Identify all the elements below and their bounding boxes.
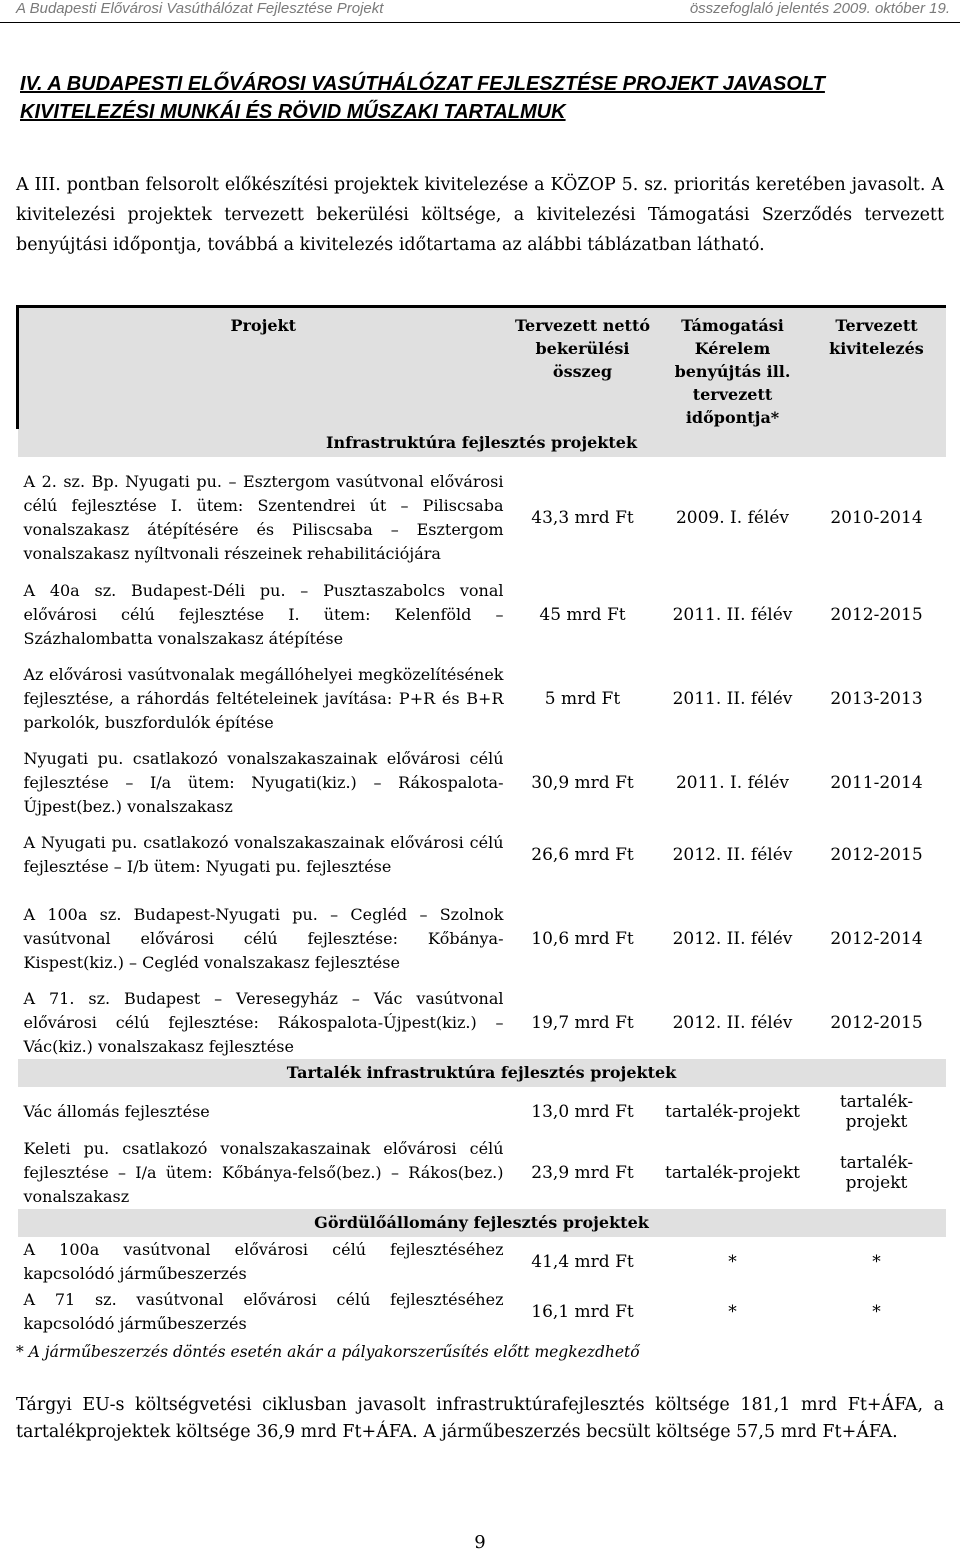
col-header-date: Támogatási Kérelem benyújtás ill. tervezett időpontja*: [658, 307, 808, 430]
project-cell: Nyugati pu. csatlakozó vonalszakaszainak elővárosi célú fejlesztése – I/a ütem: Nyugati(kiz.) – Rákospalota-Újpest(bez.) vonalszakasz: [23, 749, 504, 816]
table-row: [18, 987, 946, 1059]
col-header-project: Projekt: [18, 307, 508, 430]
date-cell: 2012. II. félév: [672, 929, 793, 949]
project-cell: A 40a sz. Budapest-Déli pu. – Pusztaszabolcs vonal elővárosi célú fejlesztése I. ütem: Kelenföld – Százhalombatta vonalszakasz átépítése: [23, 581, 504, 648]
cost-cell: 30,9 mrd Ft: [531, 773, 634, 793]
date-cell: *: [728, 1252, 737, 1272]
cost-cell: 45 mrd Ft: [539, 605, 626, 625]
date-cell: 2011. II. félév: [672, 689, 793, 709]
period-cell: 2012-2015: [830, 1013, 923, 1033]
cost-cell: 23,9 mrd Ft: [531, 1163, 634, 1183]
project-cell: Vác állomás fejlesztése: [23, 1102, 210, 1121]
table-row: [18, 747, 946, 819]
table-body: [18, 429, 946, 1337]
project-cell: A 100a vasútvonal elővárosi célú fejlesztéséhez kapcsolódó járműbeszerzés: [23, 1240, 504, 1283]
period-cell: 2011-2014: [830, 773, 923, 793]
cost-cell: 43,3 mrd Ft: [531, 508, 634, 528]
cost-cell: 13,0 mrd Ft: [531, 1102, 634, 1122]
project-cell: A Nyugati pu. csatlakozó vonalszakaszainak elővárosi célú fejlesztése – I/b ütem: Nyugati pu. fejlesztése: [23, 833, 504, 876]
intro-paragraph: A III. pontban felsorolt előkészítési projektek kivitelezése a KÖZOP 5. sz. prioritás keretében javasolt. A kivitelezési projektek tervezett bekerülési költsége, a kivitelezési Támogatási Szerződés tervezett benyújtási időpontja, továbbá a kivitelezés időtartama az alábbi táblázatban látható.: [16, 175, 944, 255]
project-table: [16, 305, 946, 1337]
project-cell: A 100a sz. Budapest-Nyugati pu. – Cegléd – Szolnok vasútvonal elővárosi célú fejlesztése: Kőbánya-Kispest(kiz.) – Cegléd vonalszakasz fejlesztése: [23, 905, 504, 972]
project-cell: A 71 sz. vasútvonal elővárosi célú fejlesztéséhez kapcsolódó járműbeszerzés: [23, 1290, 504, 1333]
period-cell: *: [872, 1252, 881, 1272]
table-row: [18, 651, 946, 747]
period-cell: tartalék-projekt: [839, 1092, 914, 1132]
period-cell: 2012-2015: [830, 605, 923, 625]
date-cell: *: [728, 1302, 737, 1322]
date-cell: 2012. II. félév: [672, 845, 793, 865]
header-report-date: összefoglaló jelentés 2009. október 19.: [689, 0, 950, 17]
page-number: 9: [474, 1532, 486, 1553]
period-cell: tartalék-projekt: [839, 1153, 914, 1193]
table-row: [18, 891, 946, 987]
date-cell: 2011. I. félév: [675, 773, 790, 793]
period-cell: *: [872, 1302, 881, 1322]
table-row: [18, 1137, 946, 1209]
table-row: [18, 579, 946, 651]
section-title: Infrastruktúra fejlesztés projektek: [18, 429, 946, 457]
period-cell: 2012-2014: [830, 929, 923, 949]
table-row: [18, 1287, 946, 1337]
project-cell: A 71. sz. Budapest – Veresegyház – Vác vasútvonal elővárosi célú fejlesztése: Rákospalota-Újpest(kiz.) – Vác(kiz.) vonalszakasz fejlesztése: [23, 989, 504, 1056]
period-cell: 2012-2015: [830, 845, 923, 865]
section-heading: IV. A BUDAPESTI ELŐVÁROSI VASÚTHÁLÓZAT FEJLESZTÉSE PROJEKT JAVASOLT KIVITELEZÉSI MUNKÁI ÉS RÖVID MŰSZAKI TARTALMUK: [20, 73, 825, 123]
date-cell: tartalék-projekt: [664, 1163, 800, 1183]
cost-cell: 10,6 mrd Ft: [531, 929, 634, 949]
table-header-row: [18, 307, 946, 430]
summary-paragraph: Tárgyi EU-s költségvetési ciklusban javasolt infrastruktúrafejlesztés költsége 181,1 mrd Ft+ÁFA, a tartalékprojektek költsége 36,9 mrd Ft+ÁFA. A járműbeszerzés becsült költsége 57,5 mrd Ft+ÁFA.: [16, 1395, 944, 1442]
date-cell: 2012. II. félév: [672, 1013, 793, 1033]
project-cell: Az elővárosi vasútvonalak megállóhelyei megközelítésének fejlesztése, a ráhordás feltételeinek javítása: P+R és B+R parkolók, buszfordulók építése: [23, 665, 504, 732]
header-project-title: A Budapesti Elővárosi Vasúthálózat Fejlesztése Projekt: [16, 0, 384, 17]
table-row: [18, 1237, 946, 1287]
cost-cell: 5 mrd Ft: [544, 689, 621, 709]
date-cell: 2011. II. félév: [672, 605, 793, 625]
table-row: [18, 1087, 946, 1137]
table-footnote: * A járműbeszerzés döntés esetén akár a pályakorszerűsítés előtt megkezdhető: [16, 1343, 640, 1361]
project-cell: A 2. sz. Bp. Nyugati pu. – Esztergom vasútvonal elővárosi célú fejlesztése I. ütem: Szentendrei út – Piliscsaba vonalszakasz átépítésére és Piliscsaba – Esztergom vonalszakasz nyíltvonali részeinek rehabilitációjára: [23, 472, 504, 563]
col-header-period: Tervezett kivitelezés: [808, 307, 946, 430]
page-header: [0, 0, 960, 23]
table-section-row: [18, 429, 946, 457]
project-cell: Keleti pu. csatlakozó vonalszakaszainak elővárosi célú fejlesztése – I/a ütem: Kőbánya-felső(bez.) – Rákos(bez.) vonalszakasz: [23, 1139, 504, 1206]
cost-cell: 19,7 mrd Ft: [531, 1013, 634, 1033]
table-section-row: [18, 1209, 946, 1237]
date-cell: 2009. I. félév: [675, 508, 790, 528]
col-header-cost: Tervezett nettó bekerülési összeg: [508, 307, 658, 430]
table-row: [18, 819, 946, 891]
cost-cell: 26,6 mrd Ft: [531, 845, 634, 865]
date-cell: tartalék-projekt: [664, 1102, 800, 1122]
table-section-row: [18, 1059, 946, 1087]
section-title: Gördülőállomány fejlesztés projektek: [18, 1209, 946, 1237]
table-row: [18, 457, 946, 579]
period-cell: 2013-2013: [830, 689, 923, 709]
cost-cell: 41,4 mrd Ft: [531, 1252, 634, 1272]
cost-cell: 16,1 mrd Ft: [531, 1302, 634, 1322]
period-cell: 2010-2014: [830, 508, 923, 528]
section-title: Tartalék infrastruktúra fejlesztés projektek: [18, 1059, 946, 1087]
